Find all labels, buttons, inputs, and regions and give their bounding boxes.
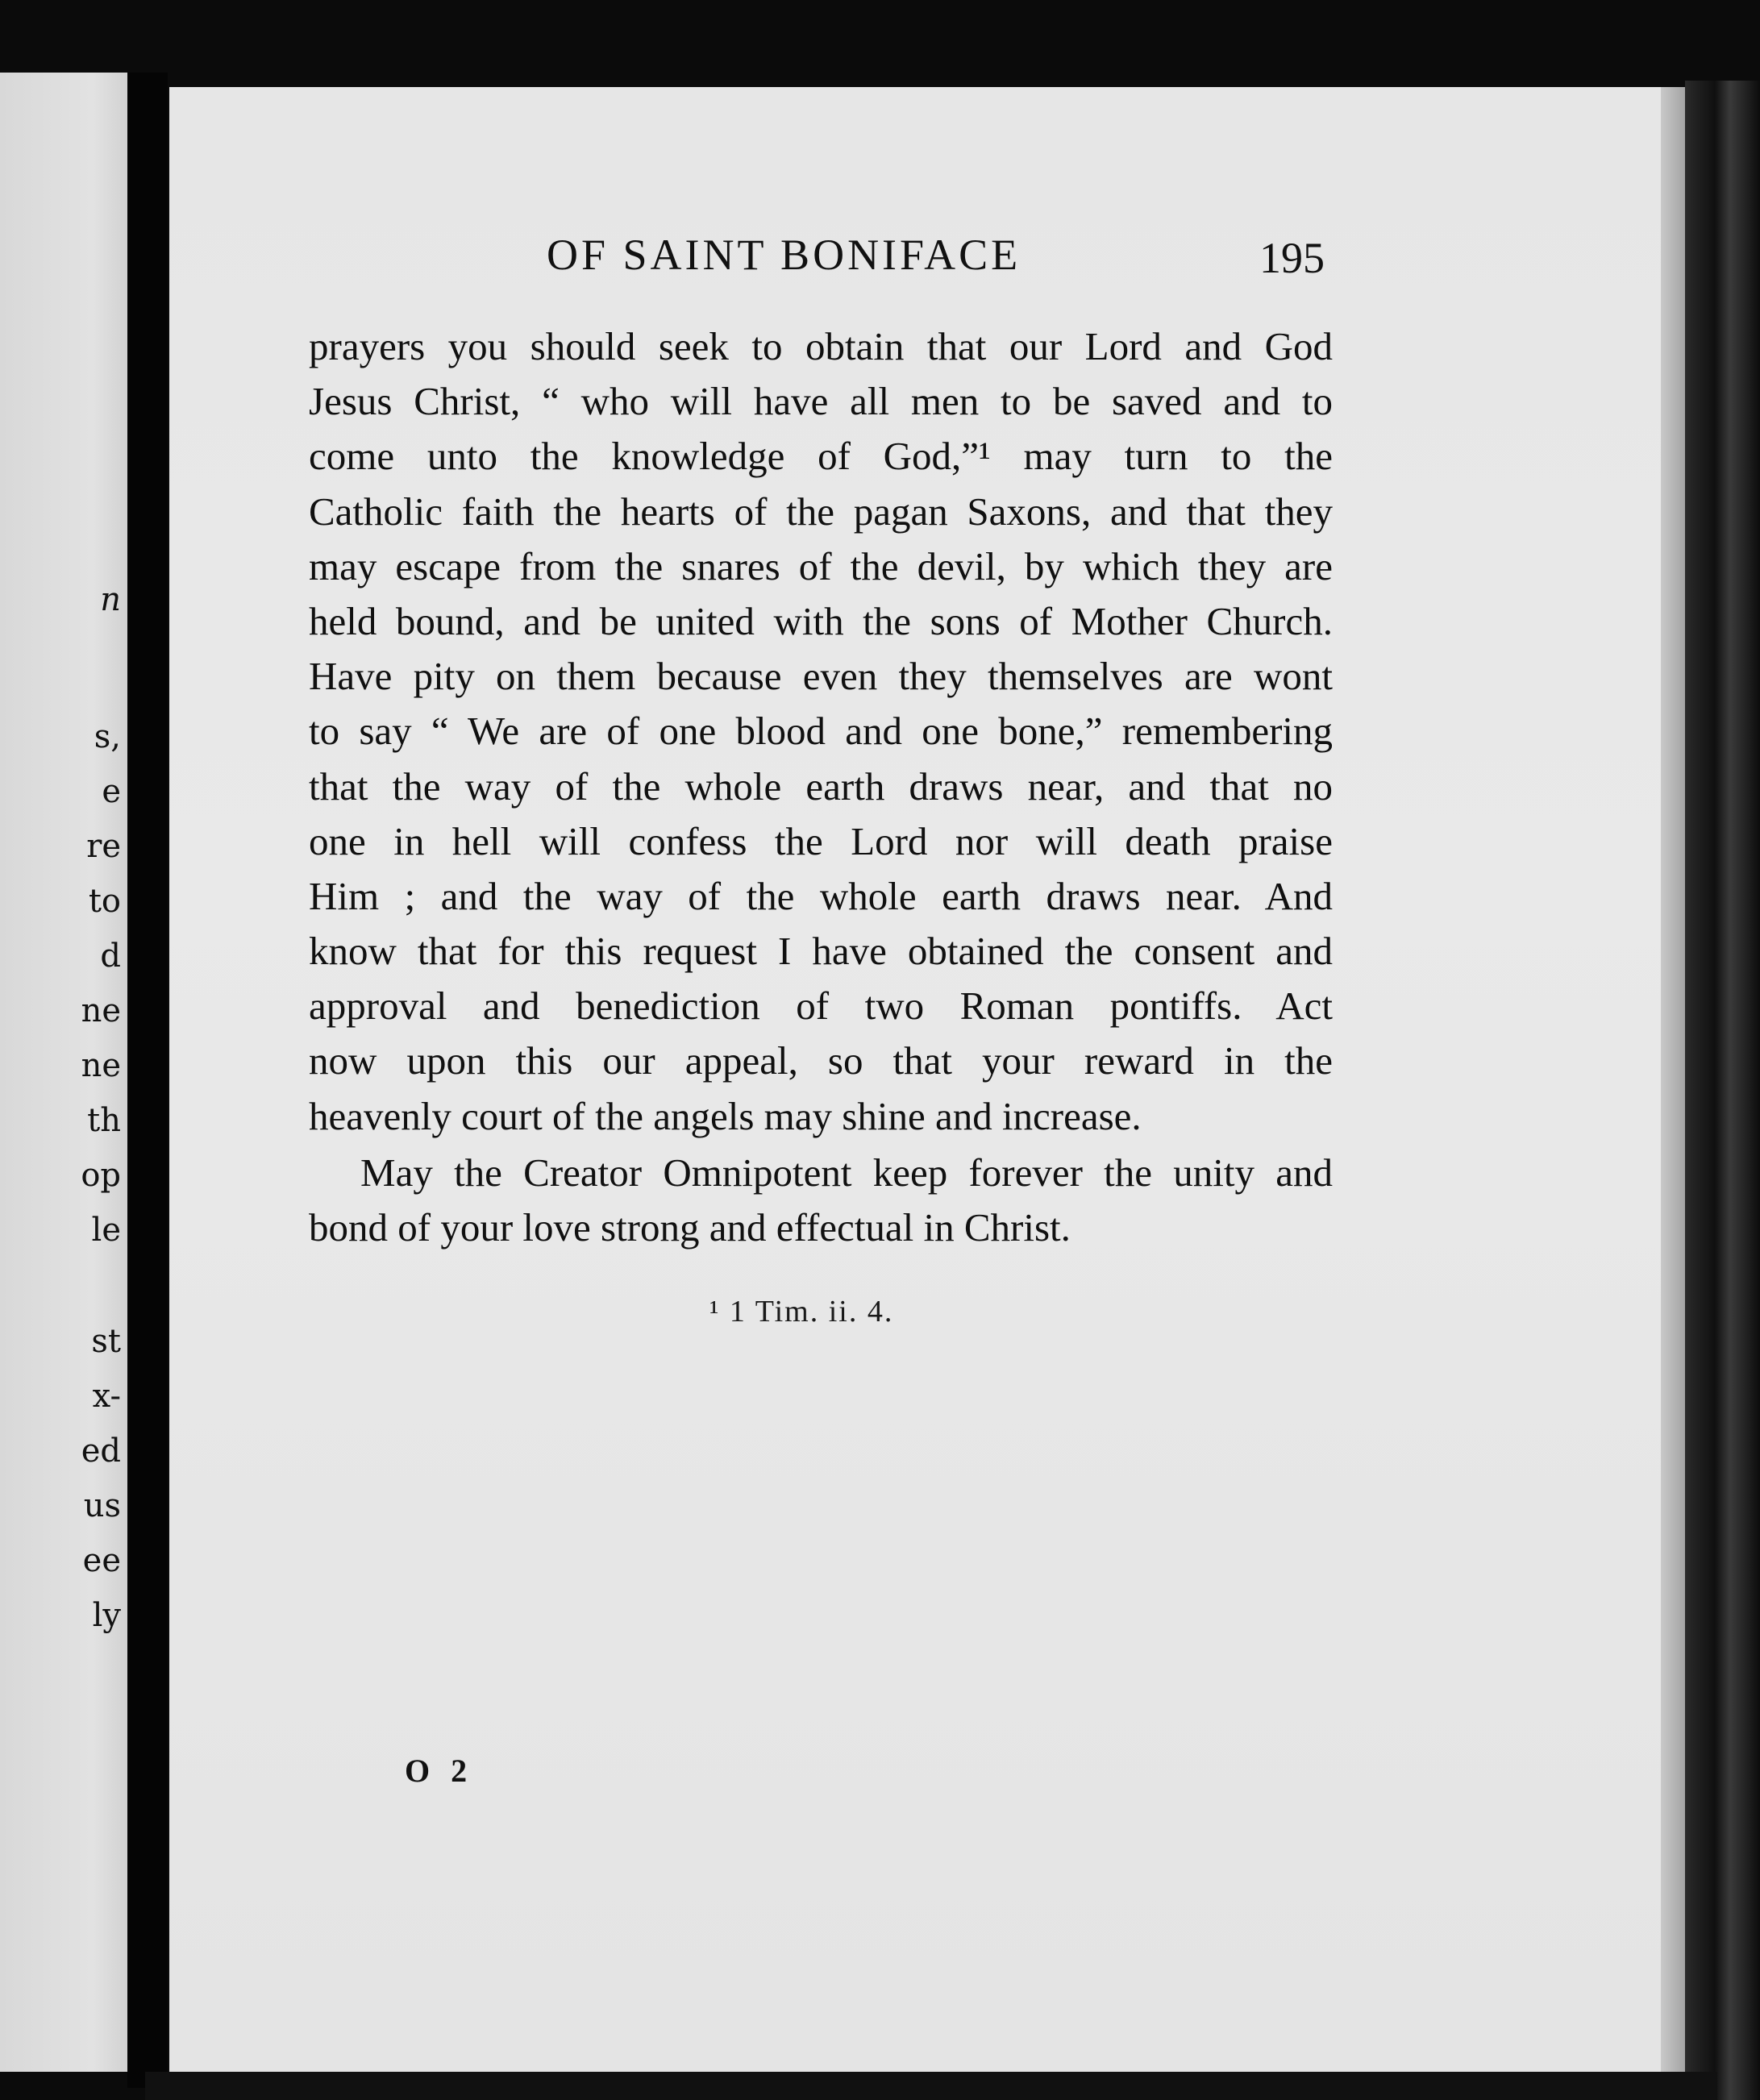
left-page-fragment: ee <box>82 1542 121 1579</box>
text-line: held bound, and be united with the sons of Mother Church. <box>309 598 1333 643</box>
left-page-fragment: op <box>81 1157 121 1194</box>
page-number: 195 <box>1259 234 1325 282</box>
left-page-fragment: re <box>86 828 121 865</box>
footnote: ¹ 1 Tim. ii. 4. <box>709 1295 894 1329</box>
left-page-fragment: to <box>88 883 121 920</box>
left-page-fragment: d <box>100 938 121 975</box>
closing-line: May the Creator Omnipotent keep forever the unity and <box>360 1150 1333 1195</box>
left-page-fragment: ne <box>81 1047 121 1084</box>
book-gutter <box>127 73 168 2088</box>
text-line: now upon this our appeal, so that your reward in the <box>309 1038 1333 1083</box>
left-facing-page <box>0 73 133 2072</box>
text-line: know that for this request I have obtained the consent and <box>309 929 1333 974</box>
book-binding-edge <box>1685 81 1760 2100</box>
left-page-fragment: th <box>87 1102 121 1139</box>
scan-bottom-edge <box>145 2072 1717 2100</box>
left-page-fragment: ly <box>92 1597 121 1634</box>
signature-mark: O 2 <box>405 1753 474 1789</box>
text-line: come unto the knowledge of God,”¹ may turn to the <box>309 434 1333 479</box>
left-page-fragment: le <box>91 1212 121 1249</box>
left-page-fragment: us <box>83 1487 121 1524</box>
text-line: Jesus Christ, “ who will have all men to be saved and to <box>309 379 1333 424</box>
text-line: to say “ We are of one blood and one bone,” remembering <box>309 709 1333 754</box>
body-text <box>309 319 1333 1255</box>
text-line: one in hell will confess the Lord nor will death praise <box>309 818 1333 863</box>
running-title: OF SAINT BONIFACE <box>547 231 1021 279</box>
left-page-fragment: n <box>100 581 121 618</box>
text-line: may escape from the snares of the devil, by which they are <box>309 543 1333 588</box>
text-line: heavenly court of the angels may shine and increase. <box>309 1093 1142 1138</box>
left-page-fragment: ne <box>81 992 121 1029</box>
text-line: approval and benediction of two Roman pontiffs. Act <box>309 983 1333 1029</box>
left-page-fragment: st <box>91 1323 121 1360</box>
text-line: Catholic faith the hearts of the pagan Saxons, and that they <box>309 489 1333 534</box>
left-page-fragment: e <box>102 773 121 810</box>
left-page-fragment: x- <box>92 1378 121 1415</box>
text-line: Him ; and the way of the whole earth draws near. And <box>309 873 1333 918</box>
text-line: that the way of the whole earth draws near, and that no <box>309 763 1333 809</box>
closing-line: bond of your love strong and effectual in Christ. <box>309 1205 1071 1250</box>
left-page-fragment: s, <box>94 718 121 755</box>
left-page-fragment: ed <box>81 1433 121 1470</box>
text-line: prayers you should seek to obtain that our Lord and God <box>309 324 1333 368</box>
running-header <box>0 230 1760 286</box>
text-line: Have pity on them because even they themselves are wont <box>309 654 1333 699</box>
